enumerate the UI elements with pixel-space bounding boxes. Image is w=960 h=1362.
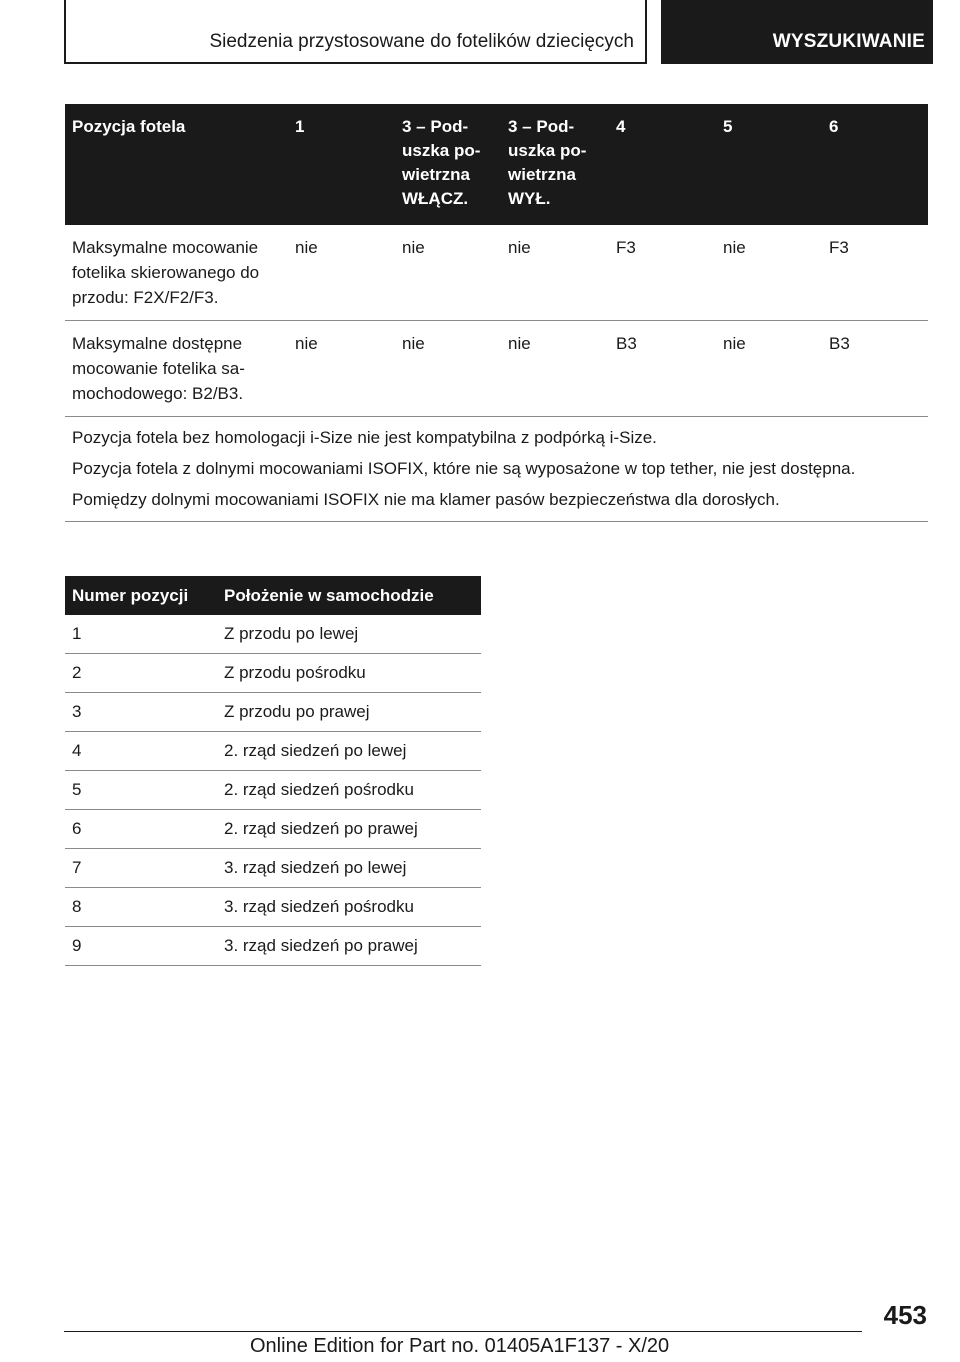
position-location: 2. rząd siedzeń po lewej xyxy=(217,732,481,771)
section-title: Siedzenia przystosowane do fotelików dziecięcych xyxy=(209,31,634,52)
table-cell: nie xyxy=(395,225,501,321)
table-row xyxy=(65,732,481,771)
table-cell: nie xyxy=(501,321,609,417)
column-header-4: 4 xyxy=(609,104,716,225)
position-number: 9 xyxy=(65,927,217,966)
table-row xyxy=(65,693,481,732)
table-notes xyxy=(65,417,928,522)
table-cell: B3 xyxy=(822,321,928,417)
page-number: 453 xyxy=(883,1300,927,1330)
column-header-6: 6 xyxy=(822,104,928,225)
column-header-location: Położenie w samochodzie xyxy=(217,576,481,615)
table-row xyxy=(65,225,928,321)
section-title-tab xyxy=(64,0,647,64)
position-location: 2. rząd siedzeń pośrodku xyxy=(217,771,481,810)
column-header-position-number: Numer pozycji xyxy=(65,576,217,615)
table-header-row xyxy=(65,576,481,615)
table-notes-row xyxy=(65,417,928,522)
table-row xyxy=(65,771,481,810)
position-number: 5 xyxy=(65,771,217,810)
table-header-row xyxy=(65,104,928,225)
table-cell: F3 xyxy=(822,225,928,321)
table-cell: nie xyxy=(395,321,501,417)
table-cell: nie xyxy=(288,225,395,321)
position-location: 3. rząd siedzeń po prawej xyxy=(217,927,481,966)
search-label: WYSZUKIWANIE xyxy=(772,31,925,52)
column-header-seat-position: Pozycja fotela xyxy=(65,104,288,225)
edition-note: Online Edition for Part no. 01405A1F137 - X/20 xyxy=(250,1335,670,1357)
position-location: 3. rząd siedzeń po lewej xyxy=(217,849,481,888)
position-number: 1 xyxy=(65,615,217,654)
note-buckles: Pomiędzy dolnymi mocowaniami ISOFIX nie ma klamer pasów bezpieczeństwa dla dorosłych. xyxy=(72,490,780,509)
table-row xyxy=(65,888,481,927)
position-location: Z przodu pośrodku xyxy=(217,654,481,693)
seat-position-table xyxy=(65,576,481,966)
search-button[interactable] xyxy=(661,0,933,64)
table-row xyxy=(65,849,481,888)
column-header-3-airbag-off: 3 – Poduszka powietrzna WYŁ. xyxy=(501,104,609,225)
column-header-3-airbag-on: 3 – Poduszka powietrzna WŁĄCZ. xyxy=(395,104,501,225)
table-cell: nie xyxy=(716,225,822,321)
row-label: Maksymalne mocowanie fotelika skierowanego do przodu: F2X/F2/F3. xyxy=(65,225,288,321)
position-location: 2. rząd siedzeń po prawej xyxy=(217,810,481,849)
column-header-5: 5 xyxy=(716,104,822,225)
table-row xyxy=(65,810,481,849)
row-label: Maksymalne dostępne mocowanie fotelika samochodowego: B2/B3. xyxy=(65,321,288,417)
table-row xyxy=(65,927,481,966)
note-top-tether: Pozycja fotela z dolnymi mocowaniami ISOFIX, które nie są wyposażone w top tether, nie jest dostępna. xyxy=(72,459,856,478)
column-header-1: 1 xyxy=(288,104,395,225)
table-row xyxy=(65,654,481,693)
position-location: Z przodu po lewej xyxy=(217,615,481,654)
seat-compatibility-table xyxy=(65,104,928,522)
table-row xyxy=(65,615,481,654)
table-cell: F3 xyxy=(609,225,716,321)
table-cell: nie xyxy=(288,321,395,417)
position-number: 3 xyxy=(65,693,217,732)
position-number: 7 xyxy=(65,849,217,888)
position-number: 6 xyxy=(65,810,217,849)
position-number: 4 xyxy=(65,732,217,771)
position-location: Z przodu po prawej xyxy=(217,693,481,732)
table-cell: B3 xyxy=(609,321,716,417)
position-number: 2 xyxy=(65,654,217,693)
table-row xyxy=(65,321,928,417)
position-location: 3. rząd siedzeń pośrodku xyxy=(217,888,481,927)
table-cell: nie xyxy=(501,225,609,321)
note-i-size: Pozycja fotela bez homologacji i-Size nie jest kompatybilna z podpórką i-Size. xyxy=(72,428,657,447)
footer-divider xyxy=(64,1331,862,1332)
position-number: 8 xyxy=(65,888,217,927)
table-cell: nie xyxy=(716,321,822,417)
